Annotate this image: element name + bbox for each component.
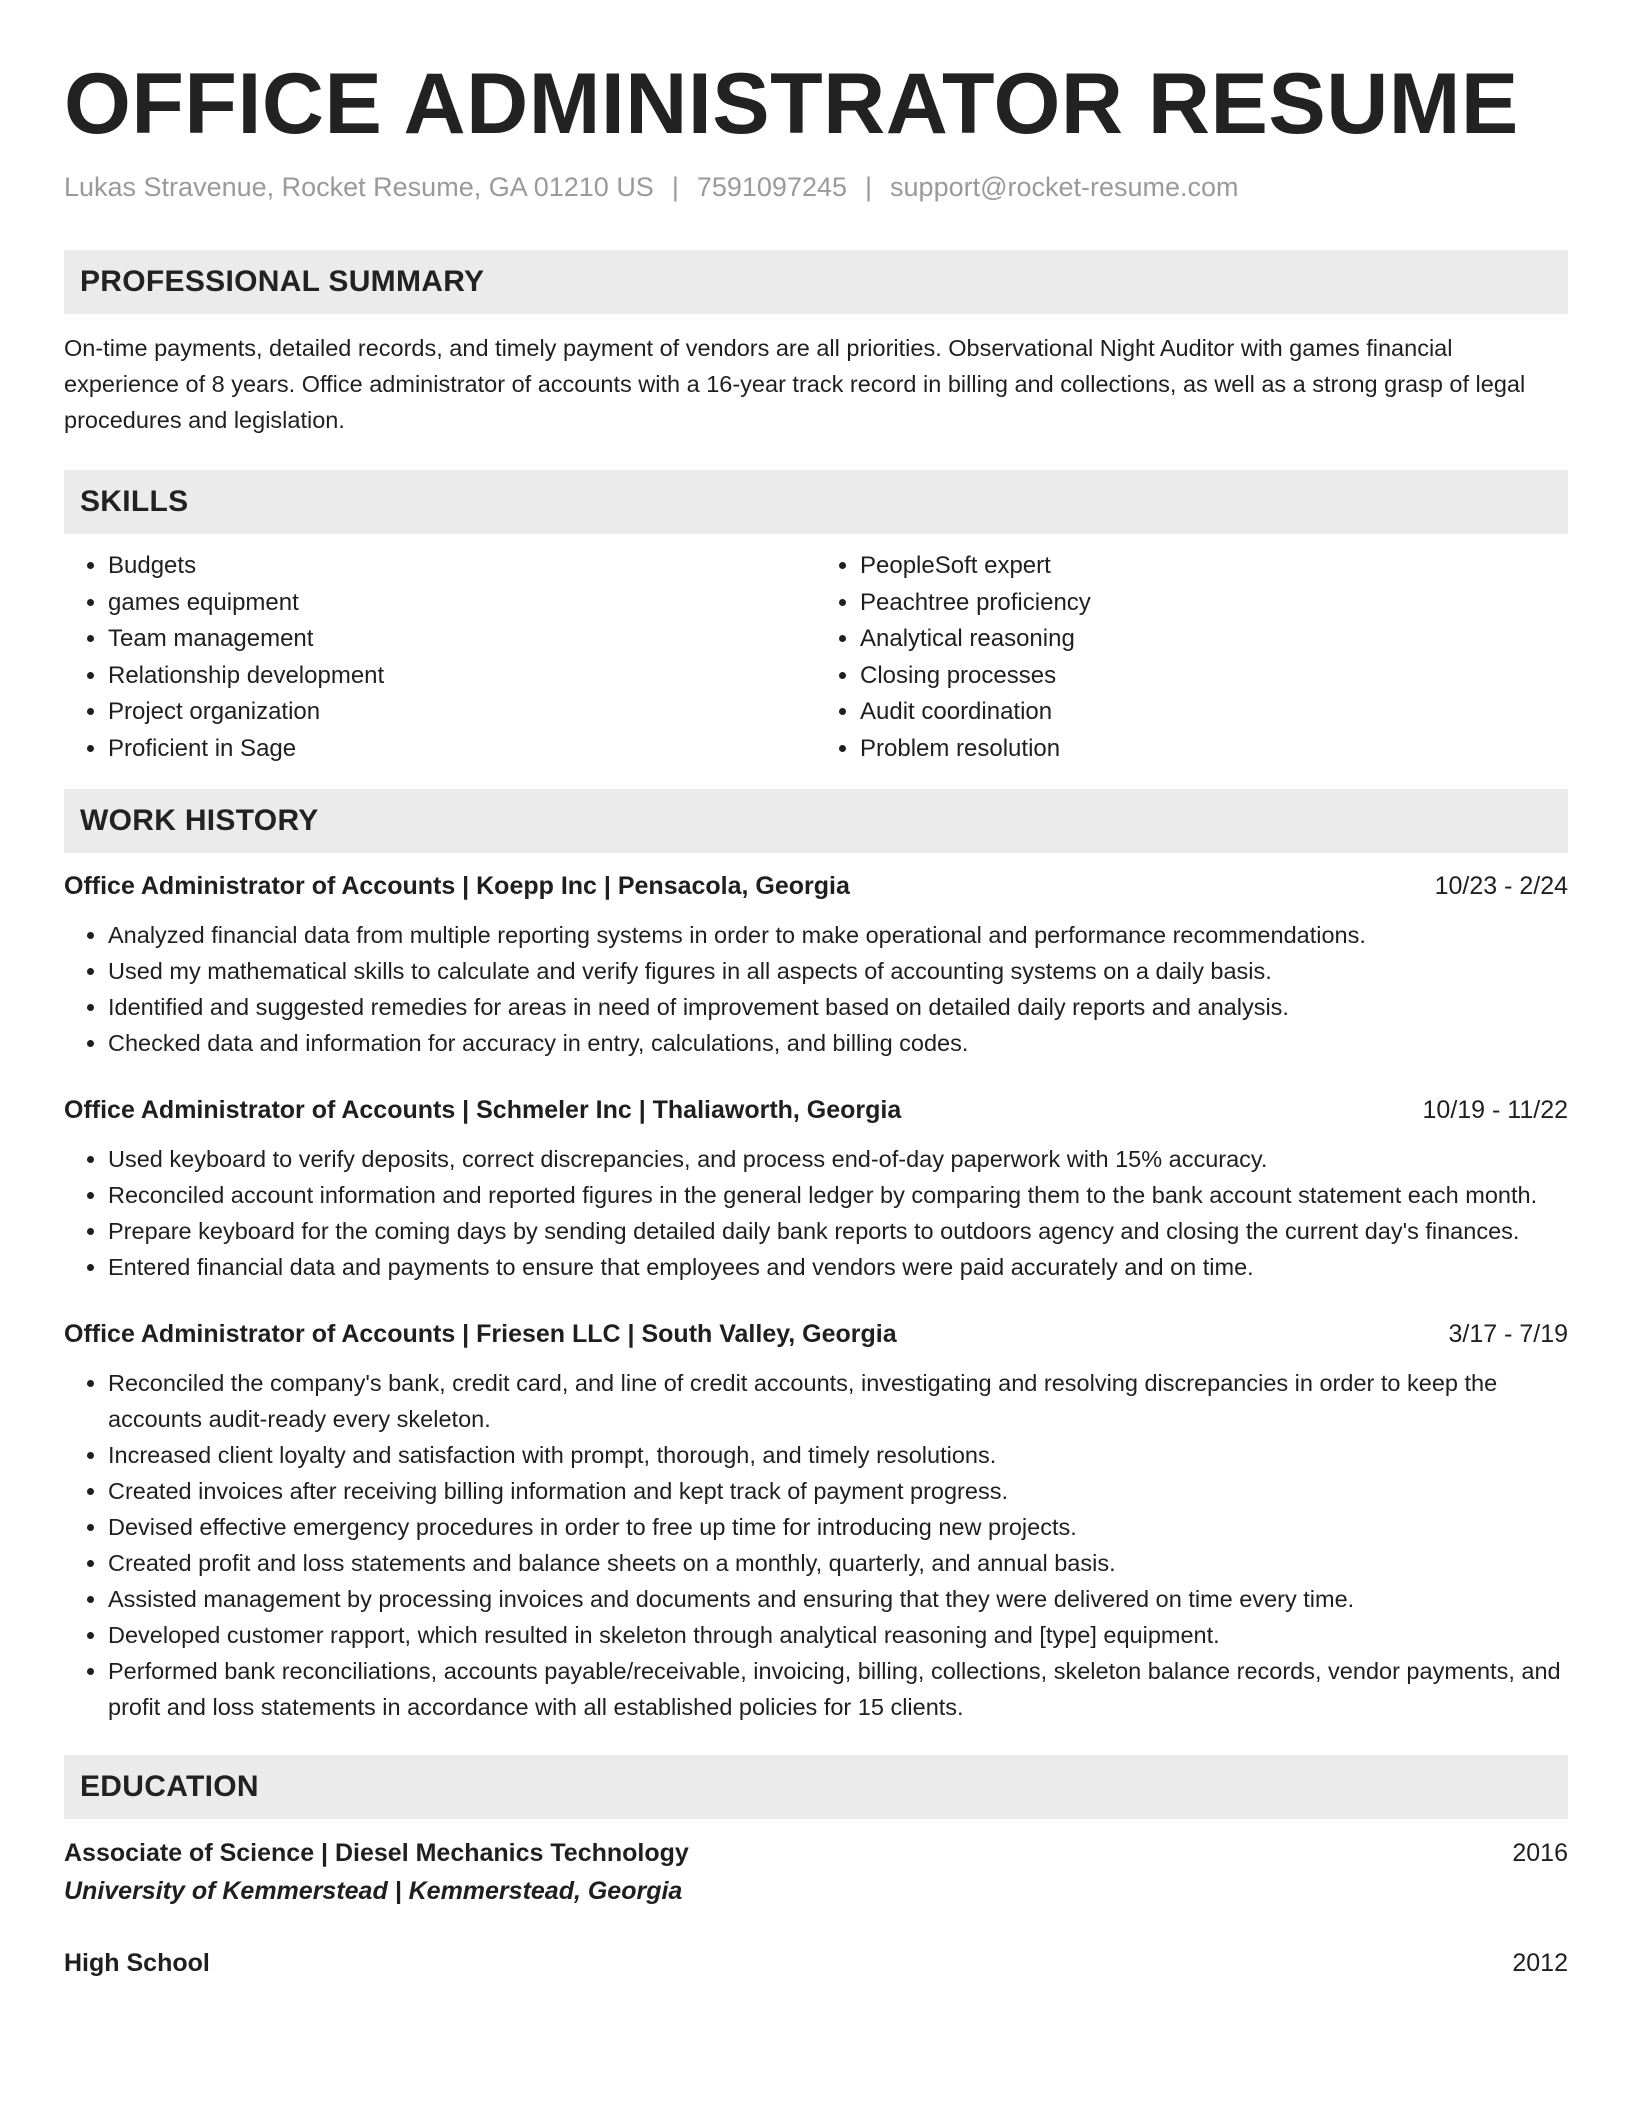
- skill-item: • Proficient in Sage: [108, 731, 816, 768]
- summary-text: On-time payments, detailed records, and timely payment of vendors are all priorities. Observational Night Auditor with games financial experience of 8 years. Office administrator of accounts with a 16-year track record in billing and collections, as well as a strong grasp of legal procedures and legislation.: [64, 335, 1526, 433]
- contact-separator: |: [865, 172, 873, 202]
- section-header-summary: PROFESSIONAL SUMMARY: [64, 250, 1568, 314]
- contact-line: [64, 170, 1568, 204]
- education-school: University of Kemmerstead | Kemmerstead, Georgia: [64, 1877, 683, 1905]
- job-bullet: • Performed bank reconciliations, accounts payable/receivable, invoicing, billing, collections, skeleton balance records, vendor payments, and profit and loss statements in accordance with all established policies for 15 clients.: [108, 1653, 1568, 1725]
- job-title: Office Administrator of Accounts | Friesen LLC | South Valley, Georgia: [64, 1320, 897, 1348]
- skill-item: • Team management: [108, 621, 816, 658]
- job-bullet: • Analyzed financial data from multiple reporting systems in order to make operational and performance recommendations.: [108, 917, 1568, 953]
- skill-item: • Peachtree proficiency: [860, 585, 1568, 622]
- education-degree: Associate of Science | Diesel Mechanics Technology: [64, 1839, 689, 1867]
- job-bullet: • Checked data and information for accuracy in entry, calculations, and billing codes.: [108, 1025, 1568, 1061]
- job-bullet: • Developed customer rapport, which resulted in skeleton through analytical reasoning and [type] equipment.: [108, 1617, 1568, 1653]
- job-bullets: [64, 917, 1568, 1061]
- skill-item: • Analytical reasoning: [860, 621, 1568, 658]
- skill-item: • Closing processes: [860, 658, 1568, 695]
- job-bullet: • Reconciled the company's bank, credit card, and line of credit accounts, investigating and resolving discrepancies in order to keep the accounts audit-ready every skeleton.: [108, 1365, 1568, 1437]
- skills-column-right: [816, 548, 1568, 767]
- job-title: Office Administrator of Accounts | Schmeler Inc | Thaliaworth, Georgia: [64, 1096, 902, 1124]
- job-entry: [64, 869, 1568, 1061]
- resume-title: OFFICE ADMINISTRATOR RESUME: [64, 56, 1519, 152]
- education-degree: High School: [64, 1949, 210, 1977]
- job-date: 10/23 - 2/24: [1434, 872, 1568, 900]
- contact-separator: |: [671, 172, 679, 202]
- contact-address: Lukas Stravenue, Rocket Resume, GA 01210 US: [64, 172, 654, 202]
- job-bullet: • Used keyboard to verify deposits, correct discrepancies, and process end-of-day paperwork with 15% accuracy.: [108, 1141, 1568, 1177]
- job-bullet: • Devised effective emergency procedures in order to free up time for introducing new projects.: [108, 1509, 1568, 1545]
- skill-item: • games equipment: [108, 585, 816, 622]
- job-date: 10/19 - 11/22: [1422, 1096, 1568, 1124]
- job-date: 3/17 - 7/19: [1448, 1320, 1568, 1348]
- job-title: Office Administrator of Accounts | Koepp Inc | Pensacola, Georgia: [64, 872, 850, 900]
- skill-item: • Relationship development: [108, 658, 816, 695]
- education-entry: [64, 1835, 1568, 1909]
- section-header-skills: SKILLS: [64, 470, 1568, 534]
- job-entry: [64, 1093, 1568, 1285]
- education-heading-row: [64, 1945, 1568, 1981]
- education-heading-row: [64, 1835, 1568, 1871]
- education-date: 2016: [1512, 1839, 1568, 1867]
- skill-item: • Budgets: [108, 548, 816, 585]
- job-bullet: • Created invoices after receiving billing information and kept track of payment progress.: [108, 1473, 1568, 1509]
- job-bullet: • Reconciled account information and reported figures in the general ledger by comparing them to the bank account statement each month.: [108, 1177, 1568, 1213]
- skill-item: • Audit coordination: [860, 694, 1568, 731]
- job-bullet: • Used my mathematical skills to calculate and verify figures in all aspects of accounting systems on a daily basis.: [108, 953, 1568, 989]
- job-bullet: • Entered financial data and payments to ensure that employees and vendors were paid accurately and on time.: [108, 1249, 1568, 1285]
- skill-item: • PeopleSoft expert: [860, 548, 1568, 585]
- job-bullet: • Increased client loyalty and satisfaction with prompt, thorough, and timely resolutions.: [108, 1437, 1568, 1473]
- job-bullets: [64, 1141, 1568, 1285]
- skills-list: [64, 548, 1568, 767]
- education-entry: [64, 1945, 1568, 1981]
- contact-phone: 7591097245: [696, 172, 848, 202]
- job-bullet: • Prepare keyboard for the coming days by sending detailed daily bank reports to outdoors agency and closing the current day's finances.: [108, 1213, 1568, 1249]
- job-bullet: • Assisted management by processing invoices and documents and ensuring that they were delivered on time every time.: [108, 1581, 1568, 1617]
- job-heading-row: [64, 869, 1568, 903]
- education-date: 2012: [1512, 1949, 1568, 1977]
- skill-item: • Problem resolution: [860, 731, 1568, 768]
- section-header-work-history: WORK HISTORY: [64, 789, 1568, 853]
- skill-item: • Project organization: [108, 694, 816, 731]
- job-heading-row: [64, 1093, 1568, 1127]
- job-entry: [64, 1317, 1568, 1725]
- job-bullets: [64, 1365, 1568, 1725]
- section-header-education: EDUCATION: [64, 1755, 1568, 1819]
- job-heading-row: [64, 1317, 1568, 1351]
- job-bullet: • Identified and suggested remedies for areas in need of improvement based on detailed daily reports and analysis.: [108, 989, 1568, 1025]
- contact-email[interactable]: support@rocket-resume.com: [890, 172, 1239, 202]
- job-bullet: • Created profit and loss statements and balance sheets on a monthly, quarterly, and annual basis.: [108, 1545, 1568, 1581]
- skills-column-left: [64, 548, 816, 767]
